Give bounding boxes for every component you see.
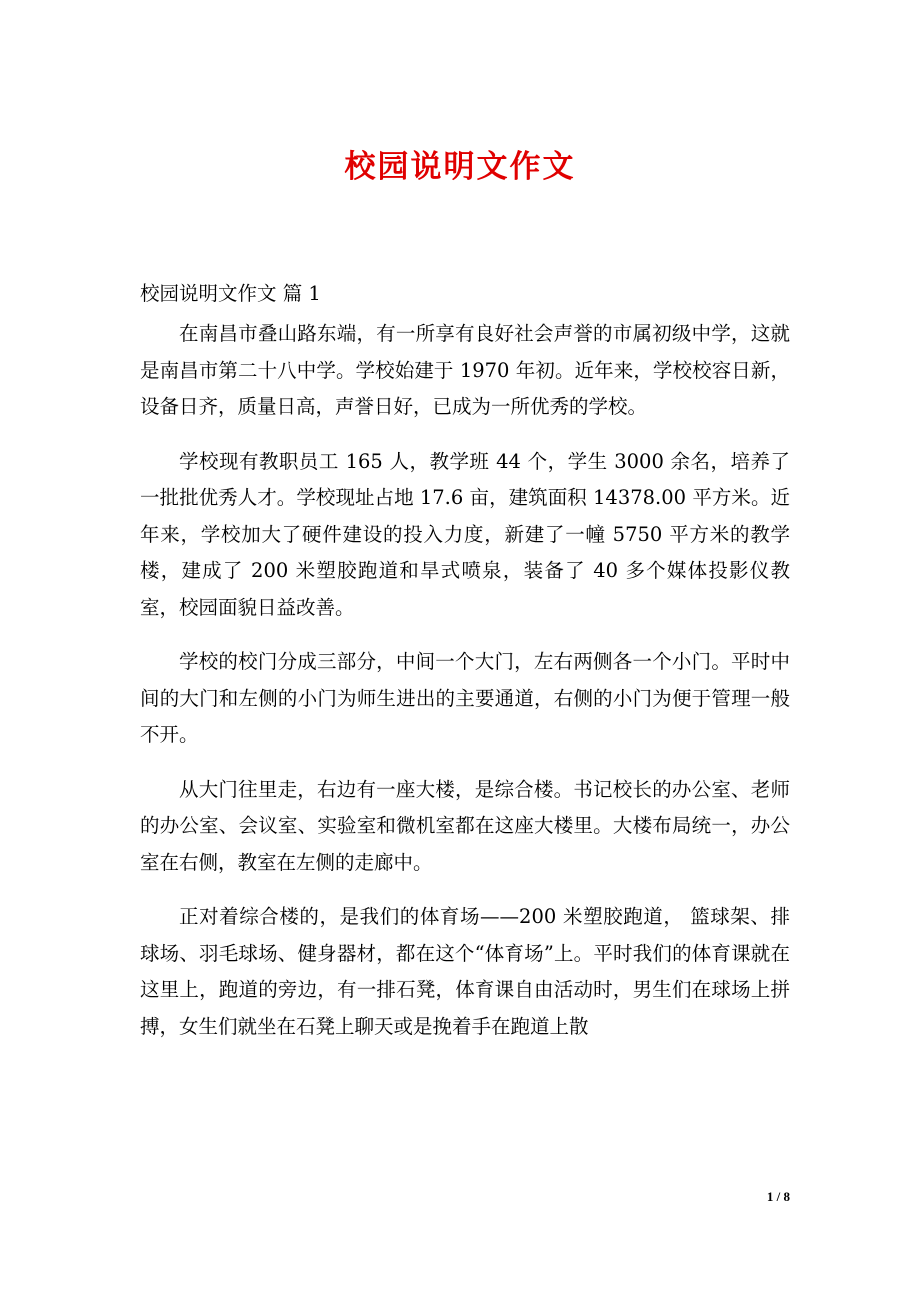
document-body <box>140 276 790 1063</box>
page-number: 1 / 8 <box>766 1189 790 1204</box>
paragraph-1: 在南昌市叠山路东端，有一所享有良好社会声誉的市属初级中学，这就是南昌市第二十八中学。学校始建于 1970 年初。近年来，学校校容日新，设备日齐，质量日高，声誉日好，已成为一所优秀的学校。 <box>140 322 790 418</box>
paragraph-3: 学校的校门分成三部分，中间一个大门，左右两侧各一个小门。平时中间的大门和左侧的小门为师生进出的主要通道，右侧的小门为便于管理一般不开。 <box>140 650 790 746</box>
paragraph-4: 从大门往里走，右边有一座大楼，是综合楼。书记校长的办公室、老师的办公室、会议室、实验室和微机室都在这座大楼里。大楼布局统一，办公室在右侧，教室在左侧的走廊中。 <box>140 777 790 874</box>
paragraph-5: 正对着综合楼的，是我们的体育场——200 米塑胶跑道， 篮球架、排球场、羽毛球场、健身器材，都在这个“体育场”上。平时我们的体育课就在这里上，跑道的旁边，有一排石凳，体育课自由活动时，男生们在球场上拼搏，女生们就坐在石凳上聊天或是挽着手在跑道上散 <box>140 905 790 1038</box>
paragraph-2: 学校现有教职员工 165 人，教学班 44 个，学生 3000 余名，培养了一批批优秀人才。学校现址占地 17.6 亩，建筑面积 14378.00 平方米。近年来，学校加大了硬件建设的投入力度，新建了一幢 5750 平方米的教学楼，建成了 200 米塑胶跑道和旱式喷泉，装备了 40 多个媒体投影仪教室，校园面貌日益改善。 <box>140 449 790 619</box>
section-heading: 校园说明文作文 篇 1 <box>140 282 321 305</box>
document-title: 校园说明文作文 <box>344 149 576 185</box>
